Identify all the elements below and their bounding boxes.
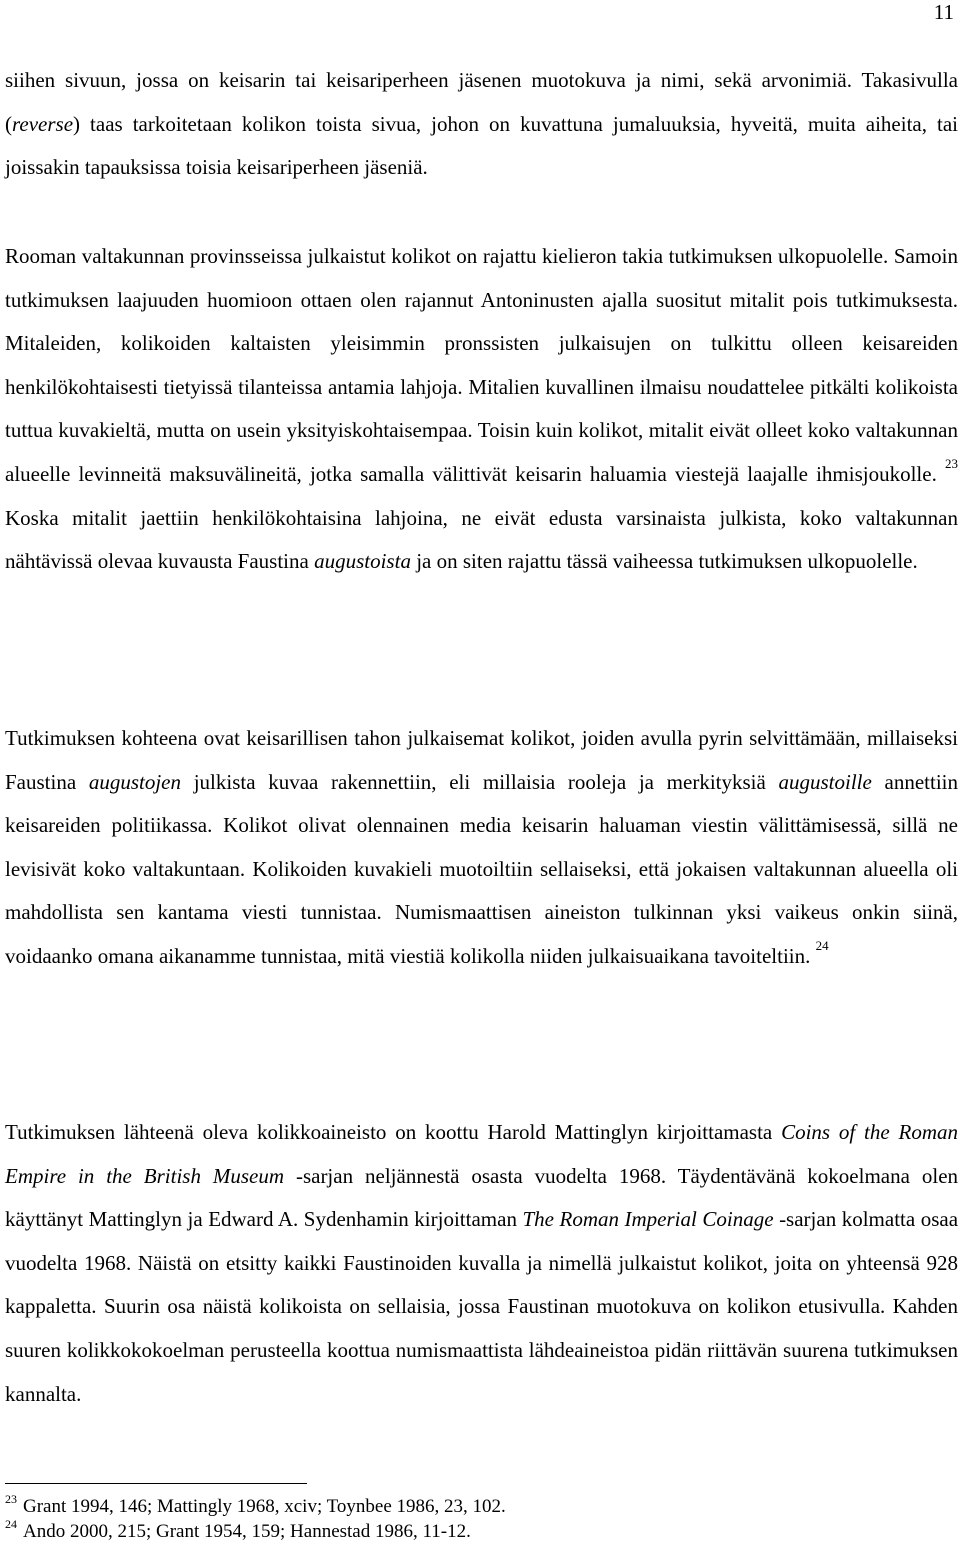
page-number: 11 — [933, 0, 954, 24]
footnote-ref-23[interactable]: 23 — [945, 455, 958, 471]
paragraph-4: Tutkimuksen lähteenä oleva kolikkoaineisto on koottu Harold Mattinglyn kirjoittamasta Coins of the Roman Empire in the British Museum -sarjan neljännestä osasta vuodelta 1968. Täydentävänä kokoelmana olen käyttänyt Mattinglyn ja Edward A. Sydenhamin kirjoittaman The Roman Imperial Coinage -sarjan kolmatta osaa vuodelta 1968. Näistä on etsitty kaikki Faustinoiden kuvalla ja nimellä julkaistut kolikot, joita on yhteensä 928 kappaletta. Suurin osa näistä kolikoista on sellaisia, jossa Faustinan muotokuva on kolikon etusivulla. Kahden suuren kolikkokokoelman perusteella koottua numismaattista lähdeaineistoa pidän riittävän suurena tutkimuksen kannalta. — [5, 1120, 959, 1406]
paragraph-2: Rooman valtakunnan provinsseissa julkaistut kolikot on rajattu kielieron takia tutkimuksen ulkopuolelle. Samoin tutkimuksen laajuuden huomioon ottaen olen rajannut Antoninusten ajalla suositut mitalit pois tutkimuksesta. Mitaleiden, kolikoiden kaltaisten yleisimmin pronssisten julkaisujen on tulkittu olleen keisareiden henkilökohtaisesti tietyissä tilanteissa antamia lahjoja. Mitalien kuvallinen ilmaisu noudattelee pitkälti kolikoista tuttua kuvakieltä, mutta on usein yksityiskohtaisempaa. Toisin kuin kolikot, mitalit eivät olleet koko valtakunnan alueelle levinneitä maksuvälineitä, jotka samalla välittivät keisarin haluamia viestejä laajalle ihmisjoukolle. $^{23}$ Koska mitalit jaettiin henkilökohtaisina lahjoina, ne eivät edusta varsinaista julkista, koko valtakunnan nähtävissä olevaa kuvausta Faustina augustoista ja on siten rajattu tässä vaiheessa tutkimuksen ulkopuolelle. — [5, 244, 958, 574]
paragraph-3: Tutkimuksen kohteena ovat keisarillisen tahon julkaisemat kolikot, joiden avulla pyrin selvittämään, millaiseksi Faustina augustojen julkista kuvaa rakennettiin, eli millaisia rooleja ja merkityksiä augustoille annettiin keisareiden politiikassa. Kolikot olivat olennainen media keisarin haluaman viestin välittämisessä, sillä ne levisivät koko valtakuntaan. Kolikoiden kuvakieli muotoiltiin sellaiseksi, että jokaisen valtakunnan alueella oli mahdollista sen kantama viesti tunnistaa. Numismaattisen aineiston tulkinnan yksi vaikeus onkin siinä, voidaanko omana aikanamme tunnistaa, mitä viestiä kolikolla niiden julkaisuaikana tavoiteltiin. $^{24}$ — [5, 726, 958, 968]
paragraph-1: siihen sivuun, jossa on keisarin tai keisariperheen jäsenen muotokuva ja nimi, sekä arvonimiä. Takasivulla (reverse) taas tarkoitetaan kolikon toista sivua, johon on kuvattuna jumaluuksia, hyveitä, muita aiheita, tai joissakin tapauksissa toisia keisariperheen jäseniä. — [5, 68, 958, 180]
footnote-24: $^{24}$ Ando 2000, 215; Grant 1954, 159; Hannestad 1986, 11-12. — [5, 1517, 471, 1542]
footnote-ref-24[interactable]: 24 — [815, 937, 829, 953]
footnote-divider — [5, 1483, 307, 1484]
footnotes — [5, 1492, 955, 1545]
footnote-23: $^{23}$ Grant 1994, 146; Mattingly 1968, xciv; Toynbee 1986, 23, 102. — [5, 1492, 506, 1517]
